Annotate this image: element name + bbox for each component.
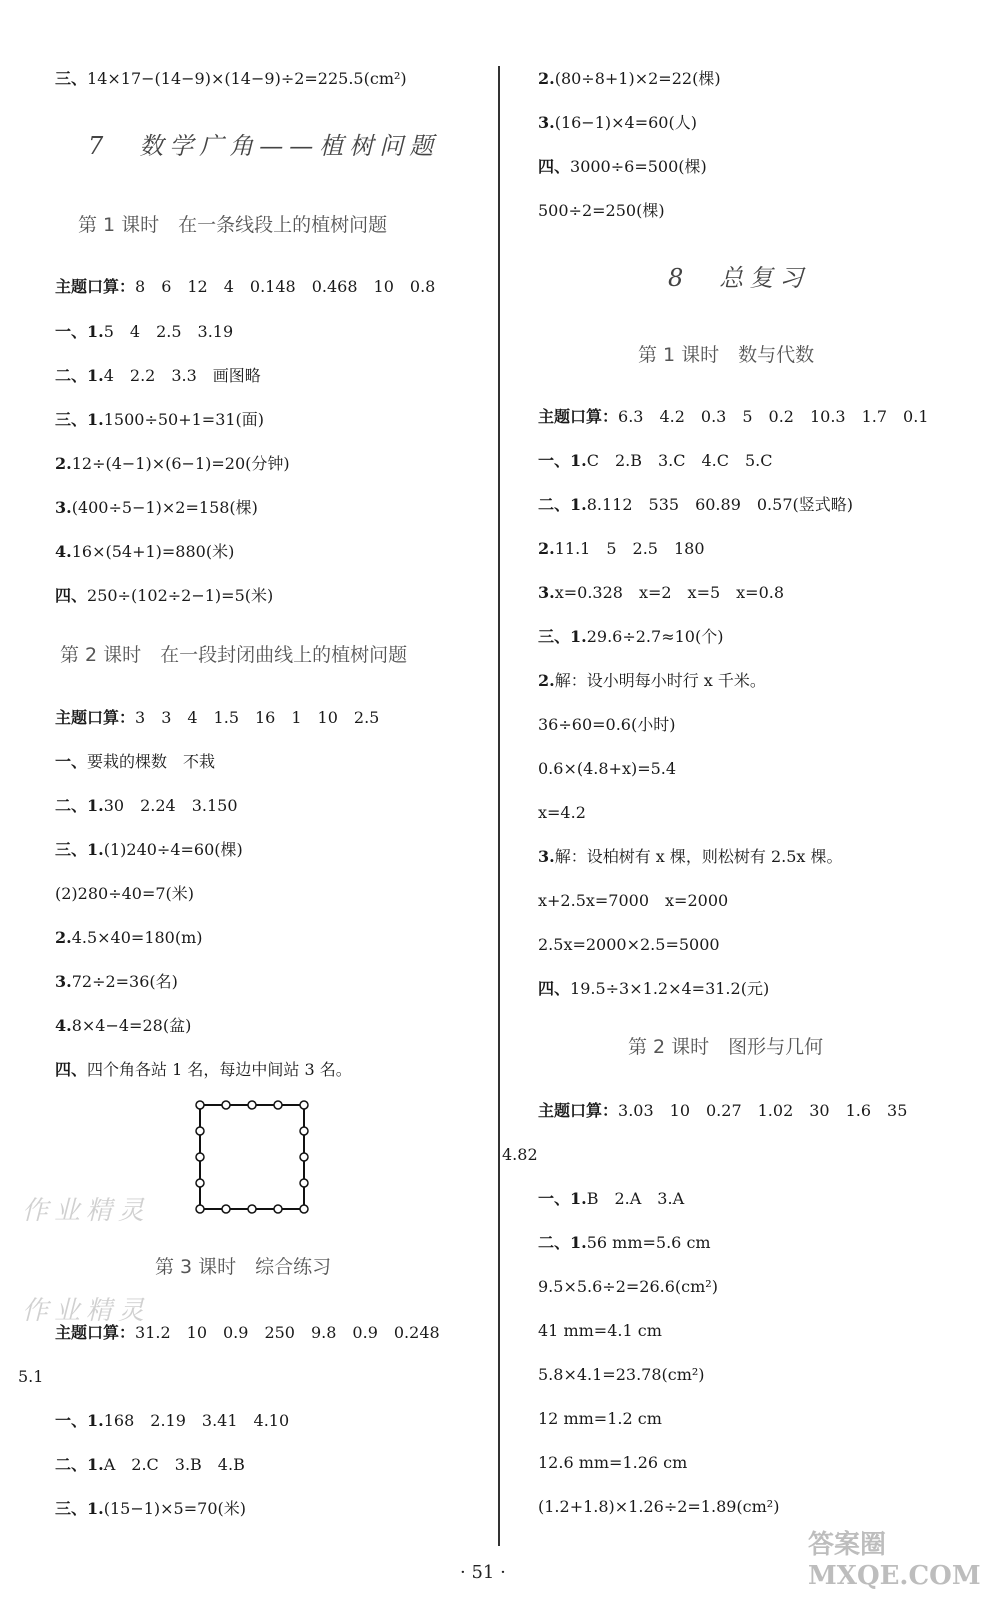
answer-line [538,1320,662,1342]
tree-dot [274,1205,282,1213]
answer-text: (15−1)×5=70(米) [103,1499,246,1518]
lesson-title [60,640,407,667]
answer-label: 3. [538,583,555,602]
answer-line [55,751,215,773]
answer-text: 12.6 mm=1.26 cm [538,1453,688,1472]
tree-dot [248,1101,256,1109]
answer-text: 要栽的棵数 不栽 [87,752,216,771]
answer-line [538,1100,907,1122]
lesson-title [78,210,387,237]
answer-label: 四、 [538,979,571,998]
tree-dot [196,1205,204,1213]
lesson-title [628,1032,823,1059]
answer-label: 二、1. [55,366,104,385]
answer-text: 16×(54+1)=880(米) [71,542,235,561]
answer-line [538,200,665,222]
answer-line [55,541,234,563]
lesson-title [638,340,814,367]
answer-label: 2. [55,454,72,473]
answer-text: 250÷(102÷2−1)=5(米) [87,586,274,605]
answer-line [55,497,258,519]
answer-text: 解：设柏树有 x 棵，则松树有 2.5x 棵。 [554,847,843,866]
answer-line [55,365,261,387]
answer-label: 二、1. [538,495,587,514]
answer-text: 19.5÷3×1.2×4=31.2(元) [570,979,770,998]
answer-line [55,839,243,861]
answer-text: 6.3 4.2 0.3 5 0.2 10.3 1.7 0.1 [618,407,929,426]
answer-line [55,321,233,343]
answer-line [538,758,676,780]
tree-dot [196,1153,204,1161]
answer-label: 三、 [55,69,88,88]
answer-label: 三、1. [55,840,104,859]
answer-label: 三、1. [55,1499,104,1518]
answer-label: 三、1. [538,627,587,646]
answer-label: 二、1. [55,1455,104,1474]
tree-dot [300,1101,308,1109]
answer-text: 8.112 535 60.89 0.57(竖式略) [586,495,853,514]
answer-label: 一、1. [55,1411,104,1430]
answer-text: 四个角各站 1 名，每边中间站 3 名。 [87,1060,352,1079]
answer-text: x+2.5x=7000 x=2000 [538,891,729,910]
answer-text: (16−1)×4=60(人) [554,113,697,132]
answer-line [538,1276,718,1298]
answer-text: A 2.C 3.B 4.B [103,1455,245,1474]
square-tree-diagram [192,1095,312,1223]
answer-line [55,409,264,431]
answer-text: 500÷2=250(棵) [538,201,665,220]
answer-line [538,1452,687,1474]
answer-line [55,1498,246,1520]
answer-text: B 2.A 3.A [586,1189,685,1208]
answer-line [55,971,178,993]
answer-label: 3. [538,847,555,866]
answer-text: 第 1 课时 在一条线段上的植树问题 [78,214,388,236]
answer-text: 7 数学广角——植树问题 [88,132,440,160]
tree-dot [300,1153,308,1161]
answer-line [55,1015,191,1037]
chapter-title [668,258,809,293]
answer-label: 二、1. [538,1233,587,1252]
answer-line [55,927,203,949]
answer-line [502,1144,538,1166]
answer-text: (400÷5−1)×2=158(棵) [71,498,258,517]
column-divider [498,66,500,1546]
answer-text: 5 4 2.5 3.19 [103,322,234,341]
tree-dot [196,1101,204,1109]
answer-line [55,1059,352,1081]
answer-line [538,68,721,90]
answer-text: 168 2.19 3.41 4.10 [103,1411,290,1430]
answer-text: (1)240÷4=60(棵) [103,840,243,859]
chapter-title [88,126,439,161]
watermark-2: 作业精灵 [22,1296,151,1326]
answer-line [538,582,784,604]
answer-text: 30 2.24 3.150 [103,796,238,815]
corner-stamp: 答案圈 MXQE.COM [808,1530,981,1591]
answer-text: (1.2+1.8)×1.26÷2=1.89(cm²) [538,1497,780,1516]
answer-label: 4. [55,1016,72,1035]
answer-line [538,1496,779,1518]
answer-line [538,670,766,692]
answer-text: 5.1 [18,1367,44,1386]
answer-line [55,707,379,729]
answer-text: 72÷2=36(名) [71,972,178,991]
answer-label: 2. [55,928,72,947]
answer-text: (80÷8+1)×2=22(棵) [554,69,721,88]
answer-line [55,68,407,90]
tree-dot [274,1101,282,1109]
answer-label: 4. [55,542,72,561]
answer-label: 3. [55,498,72,517]
answer-label: 一、1. [55,322,104,341]
tree-dot [300,1127,308,1135]
answer-line [538,626,723,648]
tree-dot [222,1205,230,1213]
answer-text: 1500÷50+1=31(面) [103,410,265,429]
answer-line [55,453,290,475]
answer-text: 解：设小明每小时行 x 千米。 [554,671,766,690]
answer-label: 三、1. [55,410,104,429]
answer-label: 四、 [538,157,571,176]
answer-label: 主题口算： [538,1101,619,1120]
tree-dot [248,1205,256,1213]
answer-text: 4.82 [502,1145,538,1164]
answer-label: 2. [538,671,555,690]
answer-text: 3 3 4 1.5 16 1 10 2.5 [135,708,380,727]
answer-label: 2. [538,69,555,88]
answer-text: 14×17−(14−9)×(14−9)÷2=225.5(cm²) [87,69,407,88]
answer-text: x=0.328 x=2 x=5 x=0.8 [554,583,785,602]
answer-line [538,934,720,956]
answer-line [538,156,707,178]
answer-line [538,846,843,868]
answer-line [538,494,853,516]
answer-label: 一、 [55,752,88,771]
tree-dot [300,1179,308,1187]
answer-text: 12÷(4−1)×(6−1)=20(分钟) [71,454,290,473]
answer-text: 4 2.2 3.3 画图略 [103,366,261,385]
answer-line [538,450,773,472]
answer-line [538,714,675,736]
answer-label: 一、1. [538,451,587,470]
answer-label: 主题口算： [55,1323,136,1342]
answer-text: 3000÷6=500(棵) [570,157,707,176]
answer-text: 29.6÷2.7≈10(个) [586,627,724,646]
answer-label: 2. [538,539,555,558]
answer-text: 5.8×4.1=23.78(cm²) [538,1365,705,1384]
answer-label: 3. [538,113,555,132]
answer-line [538,1188,684,1210]
answer-text: 第 3 课时 综合练习 [155,1256,332,1278]
answer-text: 36÷60=0.6(小时) [538,715,676,734]
answer-text: C 2.B 3.C 4.C 5.C [586,451,773,470]
answer-text: 第 2 课时 图形与几何 [628,1036,824,1058]
answer-line [538,406,929,428]
answer-line [538,538,705,560]
answer-label: 3. [55,972,72,991]
lesson-title [155,1252,331,1279]
answer-text: 0.6×(4.8+x)=5.4 [538,759,677,778]
answer-line [55,883,194,905]
answer-line [538,890,728,912]
answer-text: 8×4−4=28(盆) [71,1016,192,1035]
answer-line [538,978,769,1000]
answer-text: 41 mm=4.1 cm [538,1321,662,1340]
answer-text: 3.03 10 0.27 1.02 30 1.6 35 [618,1101,908,1120]
answer-line [538,1232,711,1254]
answer-text: 2.5x=2000×2.5=5000 [538,935,720,954]
answer-label: 主题口算： [538,407,619,426]
answer-line [538,802,586,824]
answer-label: 二、1. [55,796,104,815]
answer-text: 9.5×5.6÷2=26.6(cm²) [538,1277,718,1296]
answer-text: (2)280÷40=7(米) [55,884,195,903]
answer-text: 第 1 课时 数与代数 [638,344,815,366]
tree-dot [222,1101,230,1109]
tree-dot [196,1127,204,1135]
answer-line [55,1454,245,1476]
answer-label: 四、 [55,586,88,605]
answer-line [55,276,435,298]
answer-text: 8 总复习 [668,264,810,292]
answer-label: 一、1. [538,1189,587,1208]
answer-text: 4.5×40=180(m) [71,928,203,947]
answer-text: 8 6 12 4 0.148 0.468 10 0.8 [135,277,436,296]
tree-dot [196,1179,204,1187]
answer-text: 12 mm=1.2 cm [538,1409,662,1428]
answer-text: x=4.2 [538,803,586,822]
answer-line [55,585,273,607]
answer-line [55,795,238,817]
answer-label: 四、 [55,1060,88,1079]
tree-dot [300,1205,308,1213]
answer-text: 31.2 10 0.9 250 9.8 0.9 0.248 [135,1323,440,1342]
page-number: · 51 · [460,1562,506,1583]
answer-line [538,1408,662,1430]
answer-line [538,1364,705,1386]
answer-line [538,112,697,134]
answer-text: 56 mm=5.6 cm [586,1233,711,1252]
answer-label: 主题口算： [55,708,136,727]
watermark-1: 作业精灵 [22,1196,151,1226]
answer-line [55,1410,289,1432]
answer-text: 第 2 课时 在一段封闭曲线上的植树问题 [60,644,408,666]
answer-label: 主题口算： [55,277,136,296]
answer-line [18,1366,43,1388]
answer-text: 11.1 5 2.5 180 [554,539,705,558]
